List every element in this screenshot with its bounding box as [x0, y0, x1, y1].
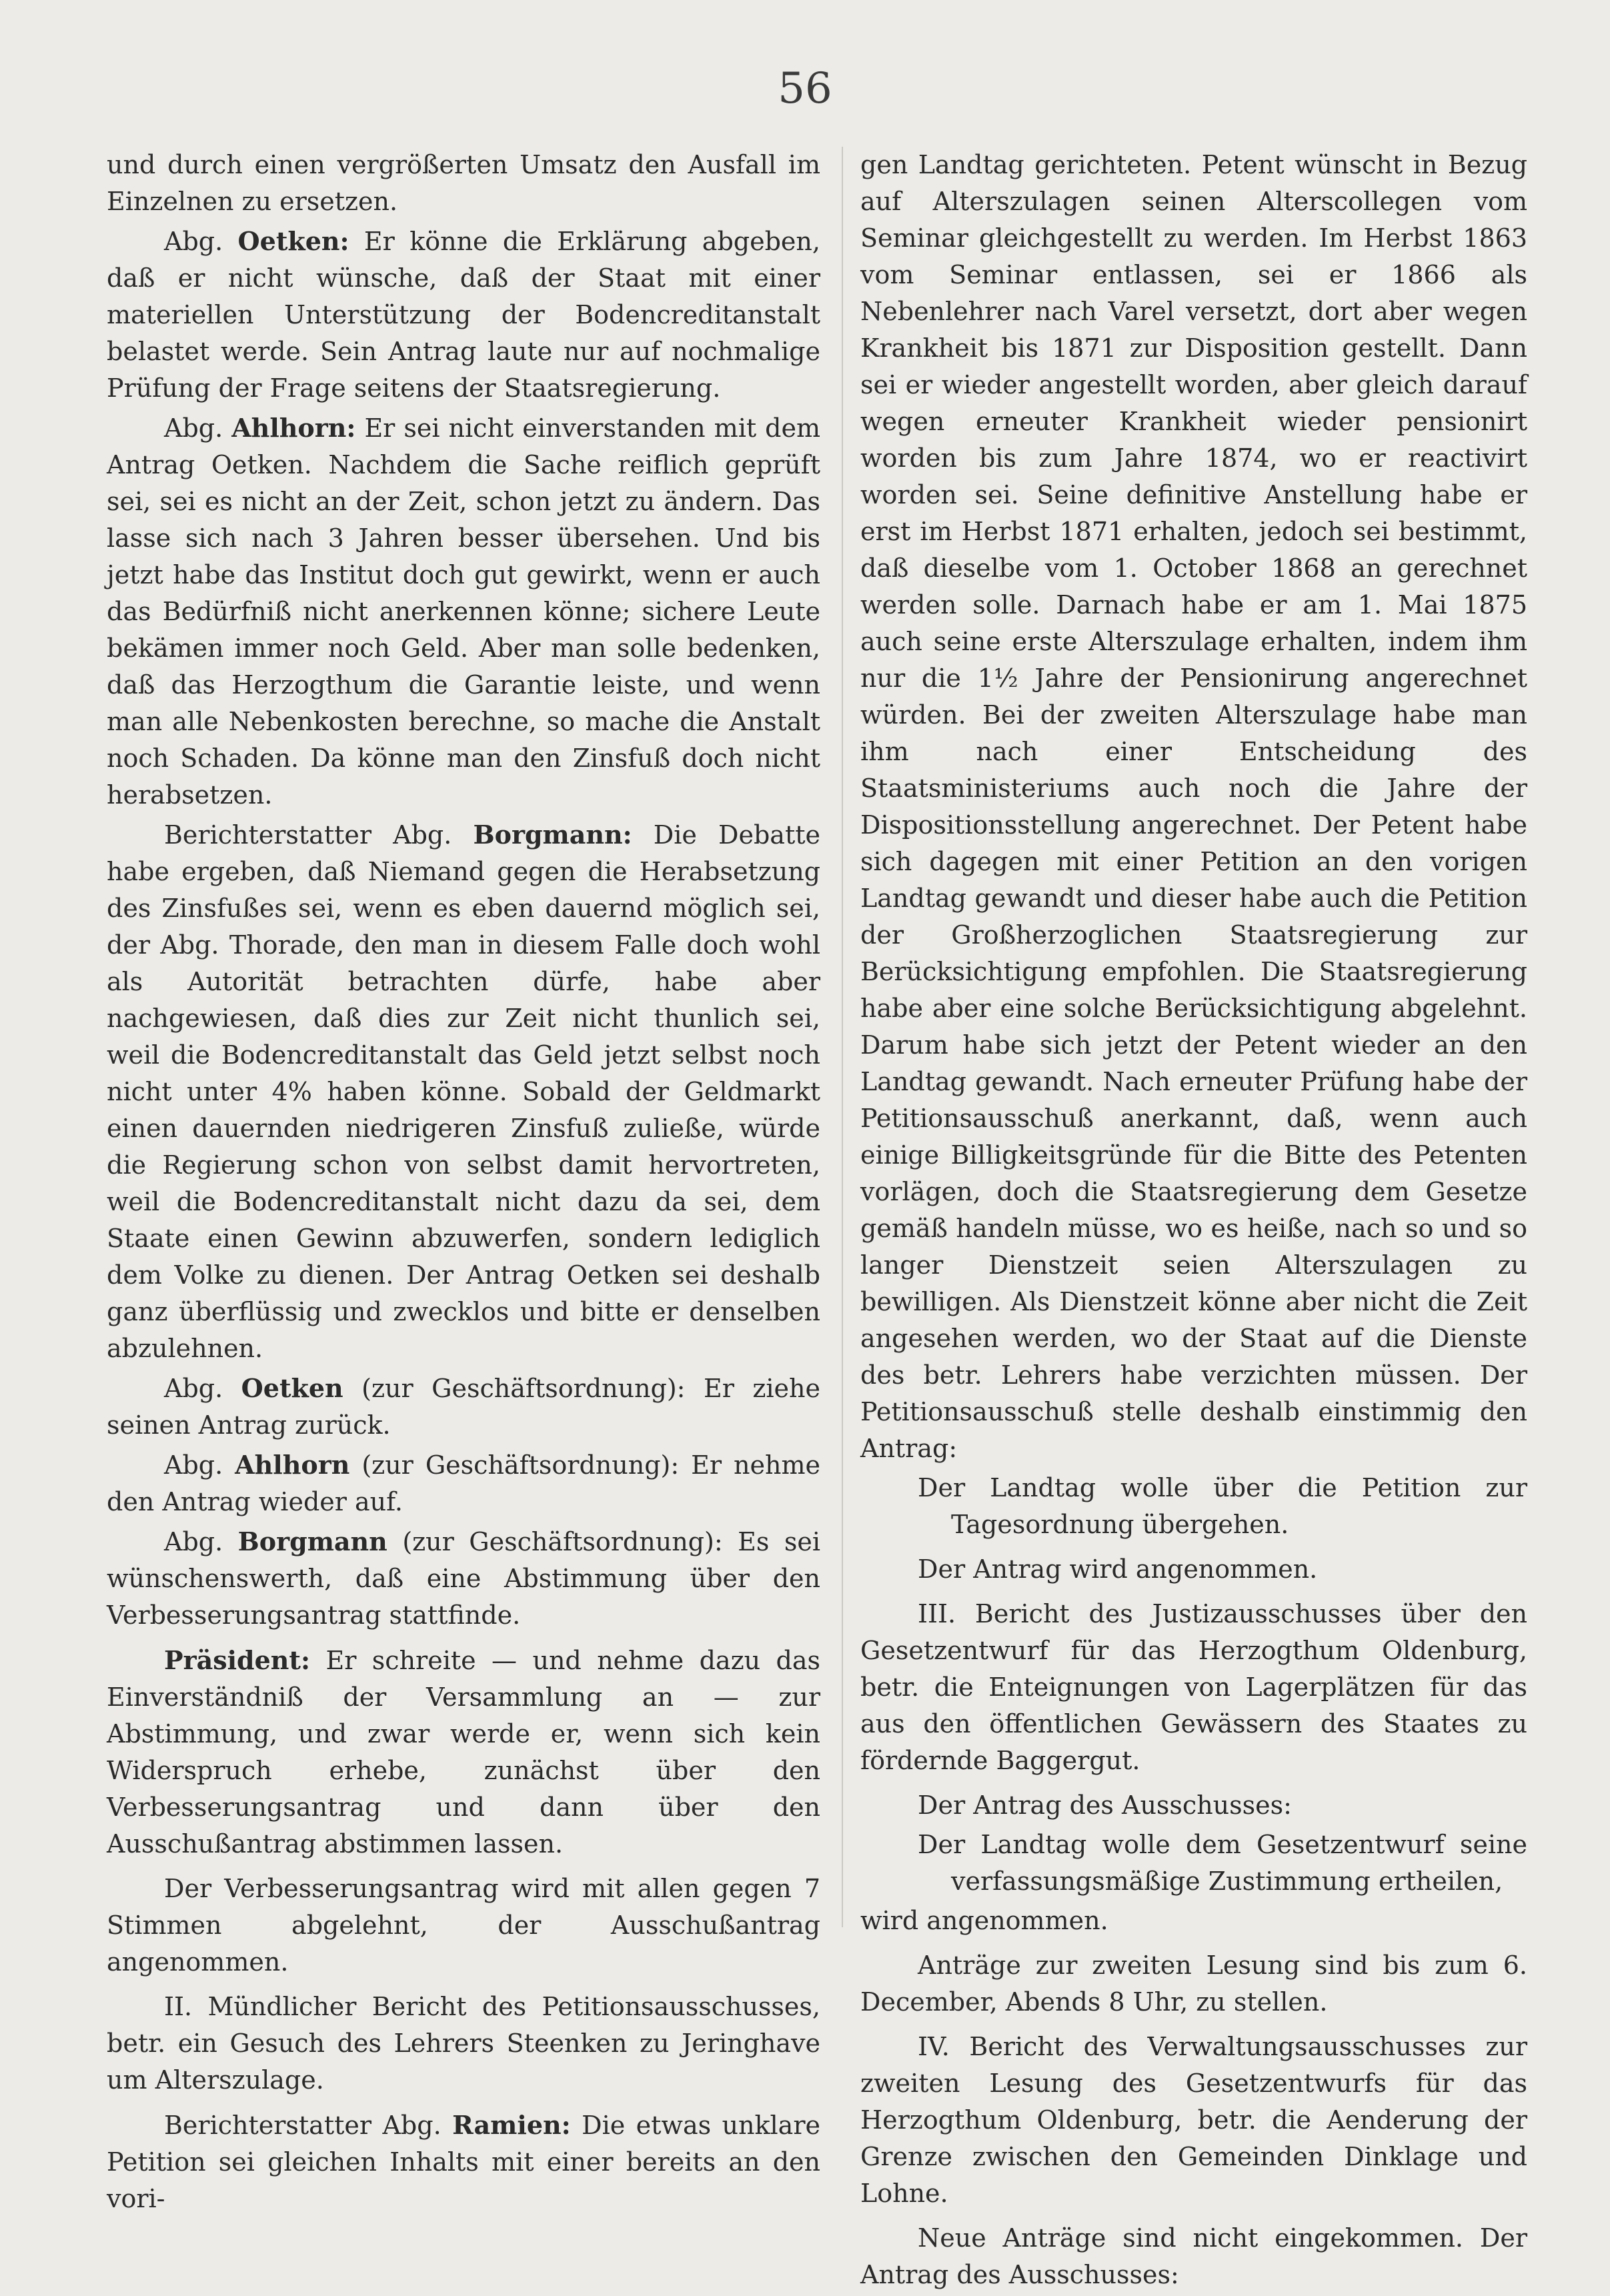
- paragraph: Der Antrag wird angenommen.: [918, 1554, 1318, 1584]
- paragraph: wird angenommen.: [860, 1906, 1108, 1935]
- paragraph: Abg. Oetken: Er könne die Erklärung abgeben, daß er nicht wünsche, daß der Staat mit einer materiellen Unterstützung der Bodencreditanstalt belastet werde. Sein Antrag laute nur auf nochmalige Prüfung der Frage seitens der Staatsregierung.: [107, 226, 820, 403]
- motion-text: Der Landtag wolle über die Petition zur Tagesordnung übergehen.: [918, 1473, 1527, 1539]
- speaker-name: Borgmann:: [473, 820, 632, 850]
- paragraph: Abg. Oetken (zur Geschäftsordnung): Er ziehe seinen Antrag zurück.: [107, 1373, 820, 1440]
- paragraph: und durch einen vergrößerten Umsatz den Ausfall im Einzelnen zu ersetzen.: [107, 150, 820, 216]
- speaker-name: Oetken: [241, 1373, 343, 1403]
- speaker-name: Präsident:: [164, 1645, 311, 1675]
- paragraph: Abg. Ahlhorn (zur Geschäftsordnung): Er nehme den Antrag wieder auf.: [107, 1450, 820, 1516]
- paragraph: Der Antrag des Ausschusses:: [918, 1791, 1292, 1820]
- paragraph: Berichterstatter Abg. Borgmann: Die Debatte habe ergeben, daß Niemand gegen die Herabsetzung des Zinsfußes sei, wenn es eben dauernd möglich sei, der Abg. Thorade, den man in diesem Falle doch wohl als Autorität betrachten dürfe, habe aber nachgewiesen, daß dies zur Zeit nicht thunlich sei, weil die Bodencreditanstalt das Geld jetzt selbst noch nicht unter 4% haben könne. Sobald der Geldmarkt einen dauernden niedrigeren Zinsfuß zuließe, würde die Regierung schon von selbst damit hervortreten, weil die Bodencreditanstalt nicht dazu da sei, dem Staate einen Gewinn abzuwerfen, sondern lediglich dem Volke zu dienen. Der Antrag Oetken sei deshalb ganz überflüssig und zwecklos und bitte er denselben abzulehnen.: [107, 820, 820, 1363]
- speaker-name: Ahlhorn: [235, 1450, 350, 1480]
- paragraph: Anträge zur zweiten Lesung sind bis zum 6. December, Abends 8 Uhr, zu stellen.: [860, 1951, 1527, 2017]
- speaker-name: Ahlhorn:: [231, 413, 356, 443]
- right-column: [860, 147, 1527, 2296]
- section-heading: II. Mündlicher Bericht des Petitionsausschusses, betr. ein Gesuch des Lehrers Steenken zu Jeringhave um Alterszulage.: [107, 1992, 820, 2095]
- paragraph: Der Verbesserungsantrag wird mit allen gegen 7 Stimmen abgelehnt, der Ausschußantrag angenommen.: [107, 1874, 820, 1977]
- page-number: 56: [778, 64, 832, 113]
- motion-text: Der Landtag wolle dem Gesetzentwurf seine verfassungsmäßige Zustimmung ertheilen,: [918, 1830, 1527, 1896]
- paragraph: Abg. Ahlhorn: Er sei nicht einverstanden mit dem Antrag Oetken. Nachdem die Sache reiflich geprüft sei, sei es nicht an der Zeit, schon jetzt zu ändern. Das lasse sich nach 3 Jahren besser übersehen. Und bis jetzt habe das Institut doch gut gewirkt, wenn er auch das Bedürfniß nicht anerkennen könne; sichere Leute bekämen immer noch Geld. Aber man solle bedenken, daß das Herzogthum die Garantie leiste, und wenn man alle Nebenkosten berechne, so mache die Anstalt noch Schaden. Da könne man den Zinsfuß doch nicht herabsetzen.: [107, 413, 820, 810]
- paragraph: gen Landtag gerichteten. Petent wünscht in Bezug auf Alterszulagen seinen Alterscollegen vom Seminar gleichgestellt zu werden. Im Herbst 1863 vom Seminar entlassen, sei er 1866 als Nebenlehrer nach Varel versetzt, dort aber wegen Krankheit bis 1871 zur Disposition gestellt. Dann sei er wieder angestellt worden, aber gleich darauf wegen erneuter Krankheit wieder pensionirt worden bis zum Jahre 1874, wo er reactivirt worden sei. Seine definitive Anstellung habe er erst im Herbst 1871 erhalten, jedoch sei bestimmt, daß dieselbe vom 1. October 1868 an gerechnet werden solle. Darnach habe er am 1. Mai 1875 auch seine erste Alterszulage erhalten, indem ihm nur die 1½ Jahre der Pensionirung angerechnet würden. Bei der zweiten Alterszulage habe man ihm nach einer Entscheidung des Staatsministeriums auch noch die Jahre der Dispositionsstellung angerechnet. Der Petent habe sich dagegen mit einer Petition an den vorigen Landtag gewandt und dieser habe auch die Petition der Großherzoglichen Staatsregierung zur Berücksichtigung empfohlen. Die Staatsregierung habe aber eine solche Berücksichtigung abgelehnt. Darum habe sich jetzt der Petent wieder an den Landtag gewandt. Nach erneuter Prüfung habe der Petitionsausschuß anerkannt, daß, wenn auch einige Billigkeitsgründe für die Bitte des Petenten vorlägen, doch die Staatsregierung dem Gesetze gemäß handeln müsse, wo es heiße, nach so und so langer Dienstzeit seien Alterszulagen zu bewilligen. Als Dienstzeit könne aber nicht die Zeit angesehen werden, wo der Staat auf die Dienste des betr. Lehrers habe verzichten müssen. Der Petitionsausschuß stelle deshalb einstimmig den Antrag:: [860, 150, 1527, 1463]
- speaker-name: Ramien:: [452, 2110, 571, 2140]
- section-heading: IV. Bericht des Verwaltungsausschusses zur zweiten Lesung des Gesetzentwurfs für das Herzogthum Oldenburg, betr. die Aenderung der Grenze zwischen den Gemeinden Dinklage und Lohne.: [860, 2032, 1527, 2208]
- speaker-name: Borgmann: [237, 1526, 387, 1556]
- paragraph: Neue Anträge sind nicht eingekommen. Der Antrag des Ausschusses:: [860, 2223, 1527, 2289]
- left-column: [107, 147, 820, 2220]
- speaker-name: Oetken:: [237, 226, 349, 256]
- paragraph: Berichterstatter Abg. Ramien: Die etwas unklare Petition sei gleichen Inhalts mit einer bereits an den vori-: [107, 2110, 820, 2213]
- paragraph: Abg. Borgmann (zur Geschäftsordnung): Es sei wünschenswerth, daß eine Abstimmung über den Verbesserungsantrag stattfinde.: [107, 1526, 820, 1630]
- column-divider: [842, 147, 843, 1927]
- paragraph: Präsident: Er schreite — und nehme dazu das Einverständniß der Versammlung an — zur Abstimmung, und zwar werde er, wenn sich kein Widerspruch erhebe, zunächst über den Verbesserungsantrag und dann über den Ausschußantrag abstimmen lassen.: [107, 1645, 820, 1859]
- section-heading: III. Bericht des Justizausschusses über den Gesetzentwurf für das Herzogthum Oldenburg, betr. die Enteignungen von Lagerplätzen für das aus den öffentlichen Gewässern des Staates zu fördernde Baggergut.: [860, 1599, 1527, 1775]
